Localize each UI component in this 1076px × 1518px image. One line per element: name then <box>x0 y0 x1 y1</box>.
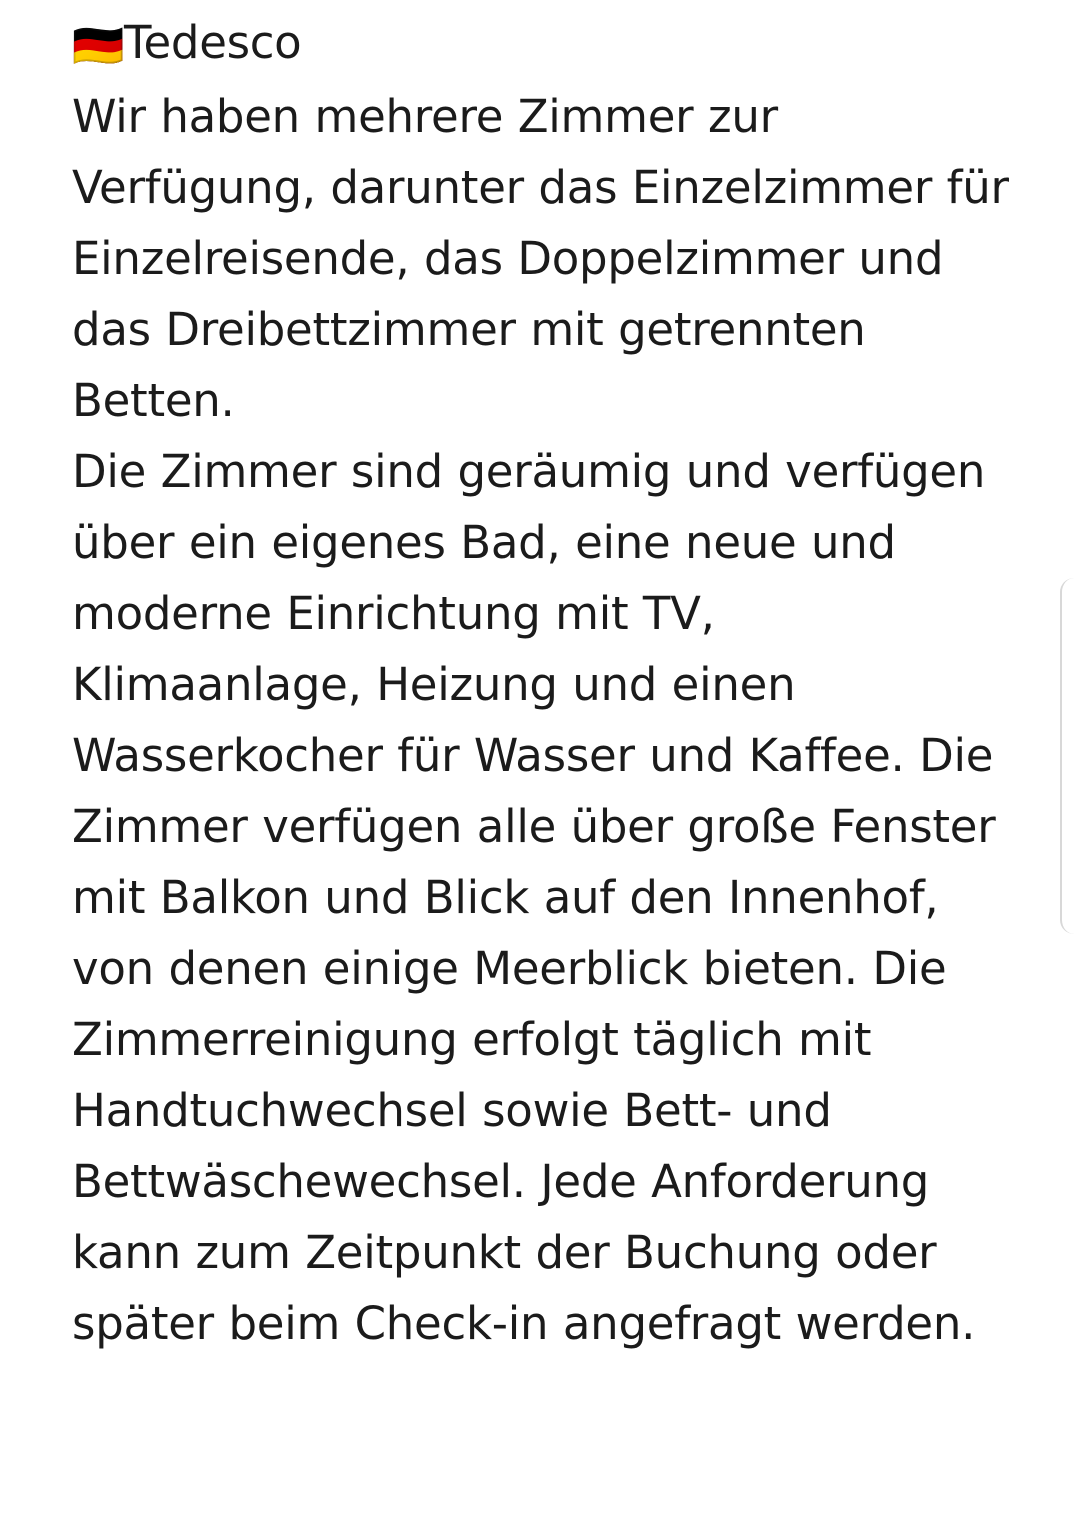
paragraph-rooms-overview: Wir haben mehrere Zimmer zur Verfügung, darunter das Einzelzimmer für Einzelreisende, das Doppelzimmer und das Dreibettzimmer mit getrennten Betten. <box>72 90 1009 427</box>
language-heading-label: Tedesco <box>124 16 302 69</box>
german-flag-icon: 🇩🇪 <box>72 21 124 70</box>
language-heading <box>72 10 1016 79</box>
paragraph-room-amenities: Die Zimmer sind geräumig und verfügen über ein eigenes Bad, eine neue und moderne Einrichtung mit TV, Klimaanlage, Heizung und einen Wasserkocher für Wasser und Kaffee. Die Zimmer verfügen alle über große Fenster mit Balkon und Blick auf den Innenhof, von denen einige Meerblick bieten. Die Zimmerreinigung erfolgt täglich mit Handtuchwechsel sowie Bett- und Bettwäschewechsel. Jede Anforderung kann zum Zeitpunkt der Buchung oder später beim Check-in angefragt werden. <box>72 445 996 1350</box>
scrollbar[interactable] <box>1060 578 1076 934</box>
